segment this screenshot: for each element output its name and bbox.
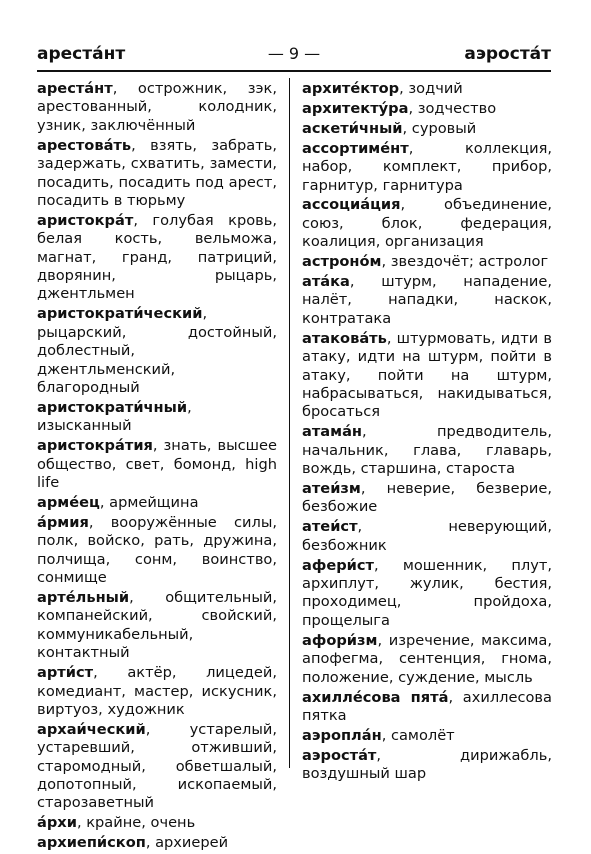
- entry-headword: а́рхи: [37, 814, 77, 832]
- entry-synonyms: , ахиллесова пятка: [302, 688, 552, 724]
- entry-headword: аристократи́чный: [37, 398, 188, 416]
- entry-synonyms: , объединение, союз, блок, федерация, коалиция, организация: [302, 196, 552, 251]
- entry-headword: архите́ктор: [302, 80, 400, 97]
- left-column: [37, 80, 277, 854]
- dictionary-entry: [37, 212, 277, 304]
- dictionary-entry: [37, 399, 277, 436]
- entry-headword: аскети́чный: [302, 119, 403, 137]
- entry-headword: арестова́ть: [37, 136, 132, 154]
- entry-headword: аристокра́тия: [37, 437, 153, 455]
- dictionary-entry: [302, 689, 552, 726]
- entry-headword: аристократи́ческий: [37, 305, 203, 323]
- dictionary-entry: [302, 480, 552, 517]
- dictionary-entry: [302, 120, 552, 138]
- entry-headword: ареста́нт: [37, 80, 113, 97]
- entry-headword: атама́н: [302, 423, 363, 441]
- dictionary-entry: [37, 514, 277, 588]
- dictionary-entry: [37, 664, 277, 719]
- dictionary-entry: [37, 834, 277, 852]
- entry-headword: ассоциа́ция: [302, 196, 401, 214]
- dictionary-entry: [37, 437, 277, 492]
- entry-synonyms: , актёр, лицедей, комедиант, мастер, искусник, виртуоз, художник: [37, 664, 277, 718]
- entry-synonyms: , штурм, нападение, налёт, нападки, наскок, контратака: [302, 273, 552, 327]
- dictionary-entry: [37, 494, 277, 512]
- entry-synonyms: , взять, забрать, задержать, схватить, замести, посадить, посадить под арест, посадить в тюрьму: [37, 136, 277, 209]
- entry-headword: аэроста́т: [302, 746, 377, 764]
- entry-headword: ата́ка: [302, 273, 350, 291]
- dictionary-entry: [37, 721, 277, 813]
- entry-synonyms: , знать, высшее общество, свет, бомонд, high life: [37, 437, 277, 492]
- dictionary-entry: [302, 632, 552, 687]
- dictionary-entry: [302, 100, 552, 118]
- dictionary-entry: [302, 80, 552, 98]
- dictionary-entry: [37, 137, 277, 211]
- entry-headword: архиепи́скоп: [37, 834, 146, 852]
- entry-headword: архаи́ческий: [37, 720, 146, 738]
- entry-synonyms: , дирижабль, воздушный шар: [302, 746, 552, 783]
- entry-synonyms: , суровый: [402, 119, 477, 137]
- entry-headword: ахилле́сова пята́: [302, 688, 449, 706]
- entry-synonyms: , звездочёт; астролог: [381, 253, 549, 271]
- entry-synonyms: , зодчий: [399, 80, 463, 97]
- dictionary-entry: [302, 557, 552, 631]
- dictionary-entry: [302, 196, 552, 251]
- entry-headword: аристокра́т: [37, 211, 134, 229]
- entry-headword: атеи́ст: [302, 518, 358, 536]
- entry-synonyms: , вооружённые силы, полк, войско, рать, дружина, полчища, сонм, воинство, сонмище: [37, 513, 277, 587]
- header-left-word: ареста́нт: [37, 44, 126, 64]
- dictionary-entry: [302, 423, 552, 478]
- dictionary-entry: [37, 305, 277, 397]
- column-divider: [289, 78, 290, 768]
- entry-headword: а́рмия: [37, 513, 89, 531]
- dictionary-entry: [302, 330, 552, 422]
- dictionary-entry: [37, 589, 277, 663]
- entry-headword: аэропла́н: [302, 726, 382, 744]
- entry-synonyms: , общительный, компанейский, свойский, коммуникабельный, контактный: [37, 588, 277, 662]
- dictionary-entry: [302, 273, 552, 328]
- dictionary-entry: [37, 814, 277, 832]
- entry-synonyms: , устарелый, устаревший, отживший, старомодный, обветшалый, допотопный, ископаемый, старозаветный: [37, 720, 277, 812]
- entry-synonyms: , изречение, максима, апофегма, сентенция, гнома, положение, суждение, мысль: [302, 631, 552, 686]
- entry-synonyms: , предводитель, начальник, глава, главарь, вождь, старшина, староста: [302, 423, 552, 478]
- entry-synonyms: , острожник, зэк, арестованный, колодник, узник, заключённый: [37, 80, 277, 134]
- page-number: — 9 —: [267, 44, 321, 63]
- entry-synonyms: , самолёт: [381, 726, 455, 744]
- dictionary-entry: [37, 80, 277, 135]
- header-right-word: аэроста́т: [464, 44, 551, 64]
- entry-headword: арме́ец: [37, 493, 100, 511]
- entry-synonyms: , крайне, очень: [76, 814, 196, 832]
- dictionary-entry: [302, 727, 552, 745]
- entry-synonyms: , коллекция, набор, комплект, прибор, гарнитур, гарнитура: [302, 139, 552, 194]
- dictionary-entry: [302, 253, 552, 271]
- entry-headword: ассортиме́нт: [302, 139, 409, 157]
- entry-synonyms: , изысканный: [37, 398, 192, 435]
- dictionary-entry: [302, 140, 552, 195]
- dictionary-entry: [302, 747, 552, 784]
- entry-synonyms: , архиерей: [145, 834, 229, 852]
- entry-headword: афери́ст: [302, 556, 375, 574]
- entry-headword: астроно́м: [302, 253, 382, 271]
- entry-synonyms: , неверующий, безбожник: [302, 518, 552, 554]
- entry-headword: архитекту́ра: [302, 99, 409, 117]
- entry-headword: арте́льный: [37, 588, 130, 606]
- entry-synonyms: , штурмовать, идти в атаку, идти на штурм, пойти в атаку, пойти на штурм, набрасываться, накидываться, бросаться: [302, 329, 552, 421]
- right-column: [302, 80, 552, 785]
- entry-synonyms: , неверие, безверие, безбожие: [302, 480, 552, 516]
- entry-synonyms: , зодчество: [408, 99, 497, 117]
- entry-headword: атакова́ть: [302, 329, 387, 347]
- entry-synonyms: , армейщина: [99, 493, 199, 511]
- entry-synonyms: , рыцарский, достойный, доблестный, джентльменский, благородный: [37, 305, 277, 396]
- header-rule: [37, 70, 551, 72]
- entry-headword: арти́ст: [37, 664, 94, 682]
- entry-headword: атеи́зм: [302, 480, 361, 498]
- dictionary-entry: [302, 518, 552, 555]
- entry-synonyms: , голубая кровь, белая кость, вельможа, магнат, гранд, патриций, дворянин, рыцарь, джентльмен: [37, 211, 277, 303]
- entry-synonyms: , мошенник, плут, архиплут, жулик, бестия, проходимец, пройдоха, прощелыга: [302, 556, 552, 629]
- entry-headword: афори́зм: [302, 631, 378, 649]
- page-header: [37, 44, 551, 68]
